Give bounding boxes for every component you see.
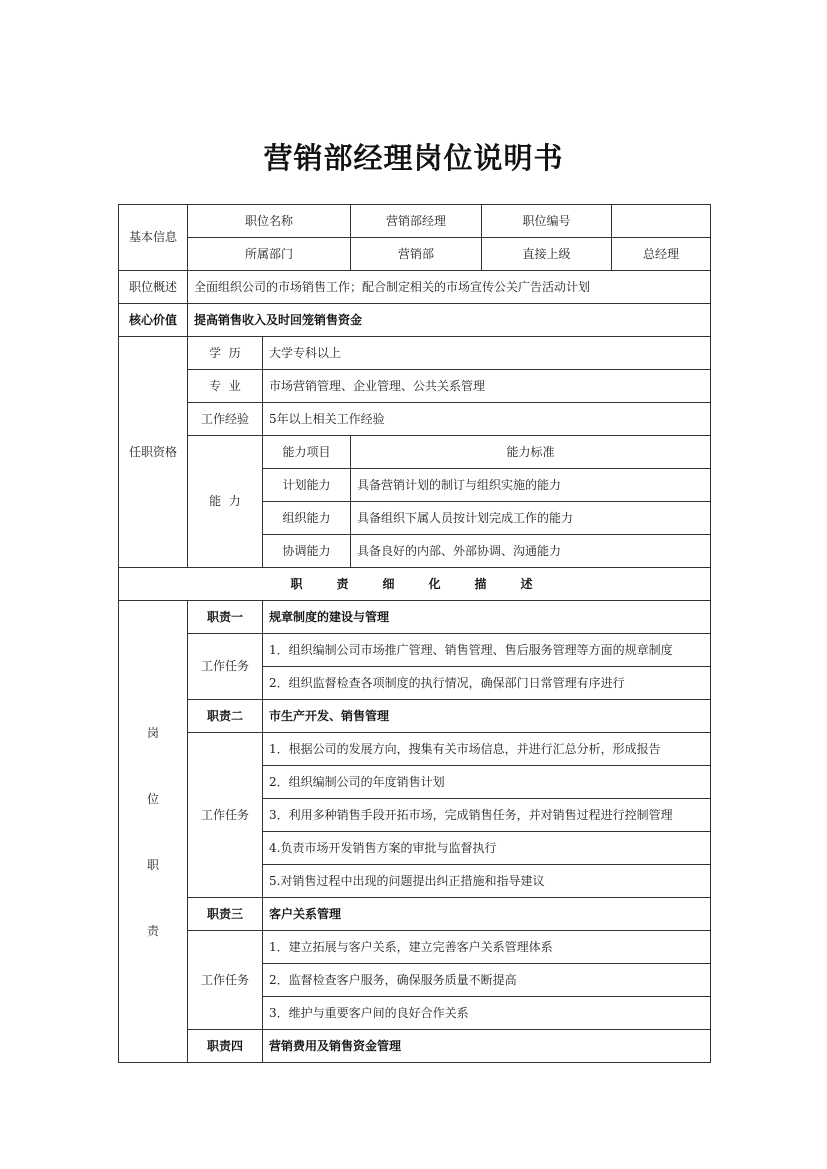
document-title: 营销部经理岗位说明书 [263, 141, 564, 175]
ability-head-standard: 能力标准 [351, 436, 711, 469]
table-row [119, 337, 711, 370]
cell-value: 营销部 [351, 238, 482, 271]
ability-item: 计划能力 [263, 469, 351, 502]
cell-value [612, 205, 711, 238]
duty-number: 职责三 [188, 898, 263, 931]
table-row [119, 601, 711, 634]
cell-value: 总经理 [612, 238, 711, 271]
task-item: 2．监督检查客户服务，确保服务质量不断提高 [263, 964, 711, 997]
major-value: 市场营销管理、企业管理、公共关系管理 [263, 370, 711, 403]
duty-name: 市生产开发、销售管理 [263, 700, 711, 733]
duty-name: 营销费用及销售资金管理 [263, 1030, 711, 1063]
ability-standard: 具备营销计划的制订与组织实施的能力 [351, 469, 711, 502]
table-row [119, 370, 711, 403]
task-item: 3．维护与重要客户间的良好合作关系 [263, 997, 711, 1030]
task-label: 工作任务 [188, 733, 263, 898]
ability-standard: 具备良好的内部、外部协调、沟通能力 [351, 535, 711, 568]
duties-label-char: 位 [146, 791, 159, 806]
section-label-basic: 基本信息 [119, 205, 188, 271]
task-item: 3．利用多种销售手段开拓市场，完成销售任务，并对销售过程进行控制管理 [263, 799, 711, 832]
section-label-qualifications: 任职资格 [119, 337, 188, 568]
job-description-table [118, 204, 711, 1063]
task-item: 4.负责市场开发销售方案的审批与监督执行 [263, 832, 711, 865]
duties-label-char: 职 [146, 857, 159, 872]
cell-label: 直接上级 [482, 238, 612, 271]
section-label-core: 核心价值 [119, 304, 188, 337]
duty-number: 职责一 [188, 601, 263, 634]
table-row [119, 271, 711, 304]
section-label-overview: 职位概述 [119, 271, 188, 304]
table-row [119, 634, 711, 667]
duties-label-char: 责 [146, 923, 159, 938]
task-item: 1．组织编制公司市场推广管理、销售管理、售后服务管理等方面的规章制度 [263, 634, 711, 667]
duty-number: 职责四 [188, 1030, 263, 1063]
experience-label: 工作经验 [188, 403, 263, 436]
duty-name: 规章制度的建设与管理 [263, 601, 711, 634]
overview-text: 全面组织公司的市场销售工作；配合制定相关的市场宣传公关广告活动计划 [188, 271, 711, 304]
edu-value: 大学专科以上 [263, 337, 711, 370]
task-item: 5.对销售过程中出现的问题提出纠正措施和指导建议 [263, 865, 711, 898]
duty-name: 客户关系管理 [263, 898, 711, 931]
cell-label: 职位编号 [482, 205, 612, 238]
table-row [119, 733, 711, 766]
table-row [119, 898, 711, 931]
core-value-text: 提高销售收入及时回笼销售资金 [188, 304, 711, 337]
experience-value: 5年以上相关工作经验 [263, 403, 711, 436]
major-label: 专 业 [188, 370, 263, 403]
table-row [119, 931, 711, 964]
table-row [119, 568, 711, 601]
table-row [119, 403, 711, 436]
task-label: 工作任务 [188, 634, 263, 700]
table-row [119, 238, 711, 271]
duty-number: 职责二 [188, 700, 263, 733]
cell-value: 营销部经理 [351, 205, 482, 238]
task-item: 2．组织监督检查各项制度的执行情况，确保部门日常管理有序进行 [263, 667, 711, 700]
ability-item: 组织能力 [263, 502, 351, 535]
ability-standard: 具备组织下属人员按计划完成工作的能力 [351, 502, 711, 535]
table-row [119, 1030, 711, 1063]
duties-header: 职责细化描述 [119, 568, 711, 601]
ability-item: 协调能力 [263, 535, 351, 568]
cell-label: 所属部门 [188, 238, 351, 271]
task-label: 工作任务 [188, 931, 263, 1030]
task-item: 1．建立拓展与客户关系，建立完善客户关系管理体系 [263, 931, 711, 964]
ability-label: 能 力 [188, 436, 263, 568]
duties-vertical-label [119, 601, 188, 1063]
duties-label-char: 岗 [146, 725, 159, 740]
ability-head-item: 能力项目 [263, 436, 351, 469]
edu-label: 学 历 [188, 337, 263, 370]
table-row [119, 436, 711, 469]
task-item: 1．根据公司的发展方向，搜集有关市场信息，并进行汇总分析，形成报告 [263, 733, 711, 766]
cell-label: 职位名称 [188, 205, 351, 238]
table-row [119, 205, 711, 238]
table-row [119, 304, 711, 337]
table-row [119, 700, 711, 733]
task-item: 2．组织编制公司的年度销售计划 [263, 766, 711, 799]
